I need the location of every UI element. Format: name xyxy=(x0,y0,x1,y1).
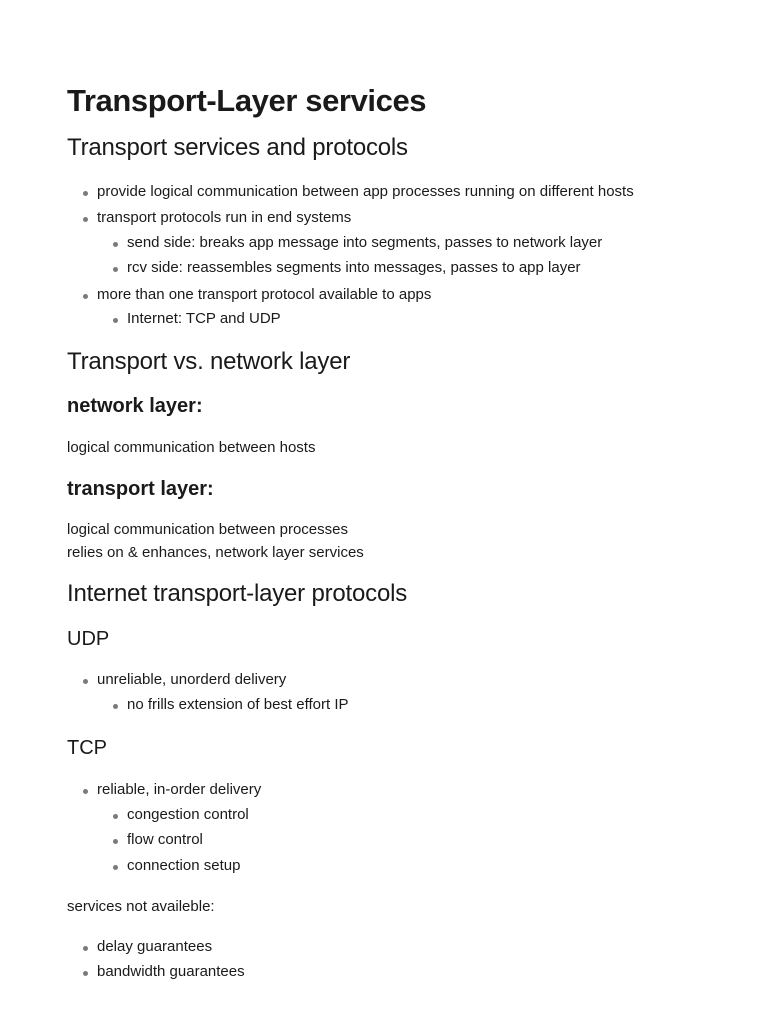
list-item: Internet: TCP and UDP xyxy=(127,310,281,327)
list-item: flow control xyxy=(127,831,203,848)
section-heading-internet-protocols: Internet transport-layer protocols xyxy=(67,580,408,607)
list-item: delay guarantees xyxy=(97,938,213,955)
section-heading-transport-vs-network: Transport vs. network layer xyxy=(67,348,351,375)
list-item: rcv side: reassembles segments into messages, passes to app layer xyxy=(127,259,581,276)
subheading-transport-layer: transport layer: xyxy=(67,478,214,500)
page-title: Transport-Layer services xyxy=(67,83,427,118)
list-item: bandwidth guarantees xyxy=(97,963,245,980)
list-item: unreliable, unorderd delivery xyxy=(97,671,287,688)
list-item: connection setup xyxy=(127,857,241,874)
paragraph-services-not-available: services not availeble: xyxy=(67,898,215,915)
list-item: congestion control xyxy=(127,806,249,823)
subheading-network-layer: network layer: xyxy=(67,395,203,417)
list-item: more than one transport protocol available to apps xyxy=(97,286,432,303)
list-item: transport protocols run in end systems xyxy=(97,209,352,226)
list-item: send side: breaks app message into segments, passes to network layer xyxy=(127,234,603,251)
section-heading-transport-services: Transport services and protocols xyxy=(67,134,408,161)
subheading-udp: UDP xyxy=(67,628,110,650)
list-item: provide logical communication between app processes running on different hosts xyxy=(97,183,634,200)
paragraph-network-layer: logical communication between hosts xyxy=(67,439,316,456)
paragraph-transport-layer-2: relies on & enhances, network layer services xyxy=(67,544,364,561)
subheading-tcp: TCP xyxy=(67,737,107,759)
paragraph-transport-layer-1: logical communication between processes xyxy=(67,521,348,538)
list-item: no frills extension of best effort IP xyxy=(127,696,349,713)
list-item: reliable, in-order delivery xyxy=(97,781,262,798)
